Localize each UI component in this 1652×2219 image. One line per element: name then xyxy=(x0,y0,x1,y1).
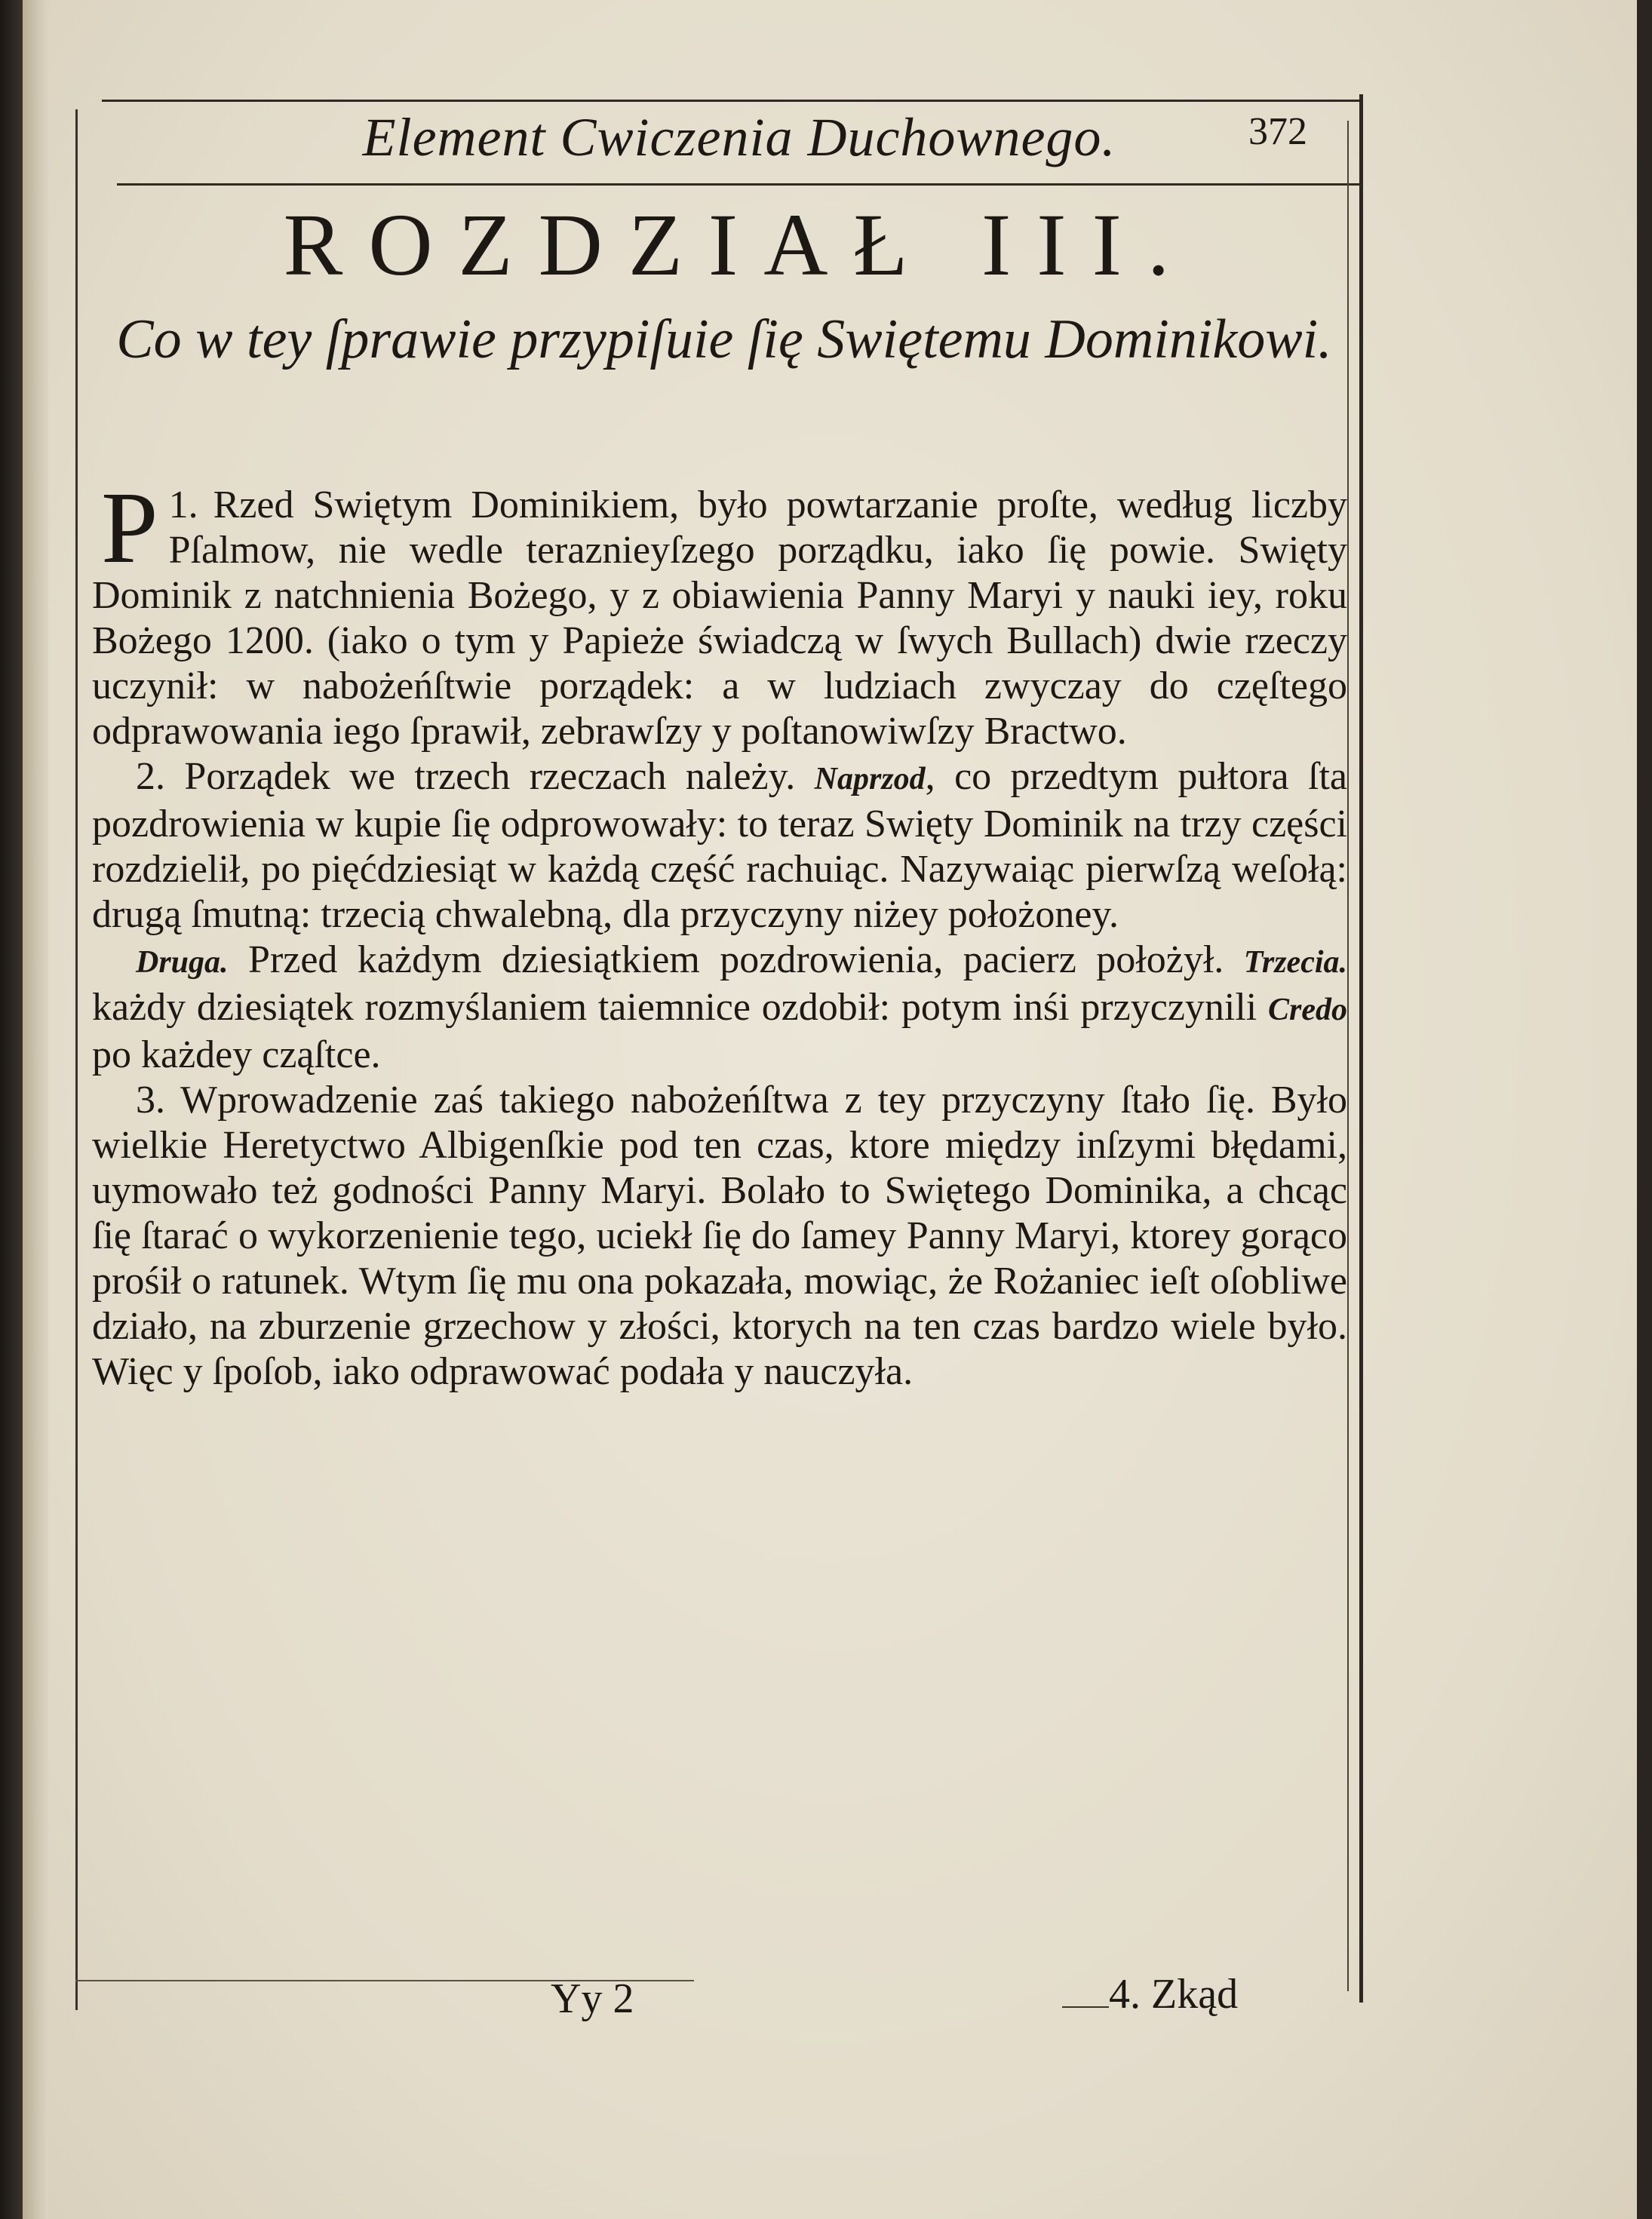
paragraph-1-text: Rzed Swiętym Dominikiem, było powtarzanie proſte, według liczby Pſalmow, nie wedle teraznieyſzego porządku, iako ſię powie. Swięty Dominik z natchnienia Bożego, y z obiawienia Panny Maryi y nauki iey, roku Bożego 1200. (iako o tym y Papieże świadczą w ſwych Bullach) dwie rzeczy uczynił: w nabożeńſtwie porządek: a w ludziach zwyczay do częſtego odprawowania iego ſprawił, zebrawſzy y poſtanowiwſzy Bractwo. xyxy=(92,483,1347,753)
chapter-subtitle: Co w tey ſprawie przypiſuie ſię Swiętemu Dominikowi. xyxy=(116,308,1332,370)
page-gutter-edge xyxy=(23,0,48,2219)
paragraph-1 xyxy=(92,471,1347,754)
running-head: Element Cwiczenia Duchownego. xyxy=(362,107,1116,167)
paragraph-4-text: 3. Wprowadzenie zaś takiego nabożeńſtwa z tey przyczyny ſtało ſię. Było wielkie Heretyctwo Albigenſkie pod ten czas, ktore między inſzymi błędami, uymowało też godności Panny Maryi. Bolało to Swiętego Dominika, a chcąc ſię ſtarać o wykorzenienie tego, uciekł ſię do ſamey Panny Maryi, ktorey gorąco prośił o ratunek. Wtym ſię mu ona pokazała, mowiąc, że Rożaniec ieſt oſobliwe działo, na zburzenie grzechow y złości, ktorych na ten czas bardzo wiele było. Więc y ſpoſob, iako odprawować podała y nauczyła. xyxy=(92,1079,1347,1393)
text-frame-left xyxy=(75,109,78,2010)
paragraph-number: 1. xyxy=(168,483,198,526)
paragraph-3-text-1: Przed każdym dziesiątkiem pozdrowienia, pacierz położył. xyxy=(248,938,1224,981)
header-rule-bottom xyxy=(117,183,1362,186)
paragraph-4 xyxy=(92,1078,1347,1395)
text-frame-right xyxy=(1359,94,1363,2003)
drop-cap: P xyxy=(101,471,158,585)
paragraph-3-label-druga: Druga. xyxy=(136,945,229,980)
paragraph-3-label-trzecia: Trzecia. xyxy=(1243,945,1348,980)
paragraph-3-text-3: po każdey cząſtce. xyxy=(92,1033,381,1076)
text-frame-right-inner xyxy=(1347,121,1349,1991)
chapter-title: ROZDZIAŁ III. xyxy=(283,195,1196,294)
page-number: 372 xyxy=(1248,110,1307,153)
paragraph-2-label: Naprzod xyxy=(814,762,926,796)
paragraph-3-text-2: każdy dziesiątek rozmyślaniem taiemnice ozdobił: potym inśi przyczynili xyxy=(92,986,1257,1029)
catchword-dash xyxy=(1062,2006,1109,2008)
paragraph-3-credo: Credo xyxy=(1268,993,1347,1027)
book-page xyxy=(23,0,1637,2219)
paragraph-3 xyxy=(92,938,1347,1078)
paragraph-2-lead: 2. Porządek we trzech rzeczach należy. xyxy=(136,755,796,798)
paragraph-2 xyxy=(92,754,1347,938)
paragraph-2-text: , co przedtym pułtora ſta pozdrowienia w kupie ſię odprowowały: to teraz Swięty Dominik na trzy części rozdzielił, po pięćdziesiąt w każdą część rachuiąc. Nazywaiąc pierwſzą weſołą: drugą ſmutną: trzecią chwalebną, dla przyczyny niżey położoney. xyxy=(92,755,1347,936)
signature-mark: Yy 2 xyxy=(551,1975,634,2022)
body-text xyxy=(92,471,1348,1395)
catchword: 4. Zkąd xyxy=(1109,1971,1239,2018)
